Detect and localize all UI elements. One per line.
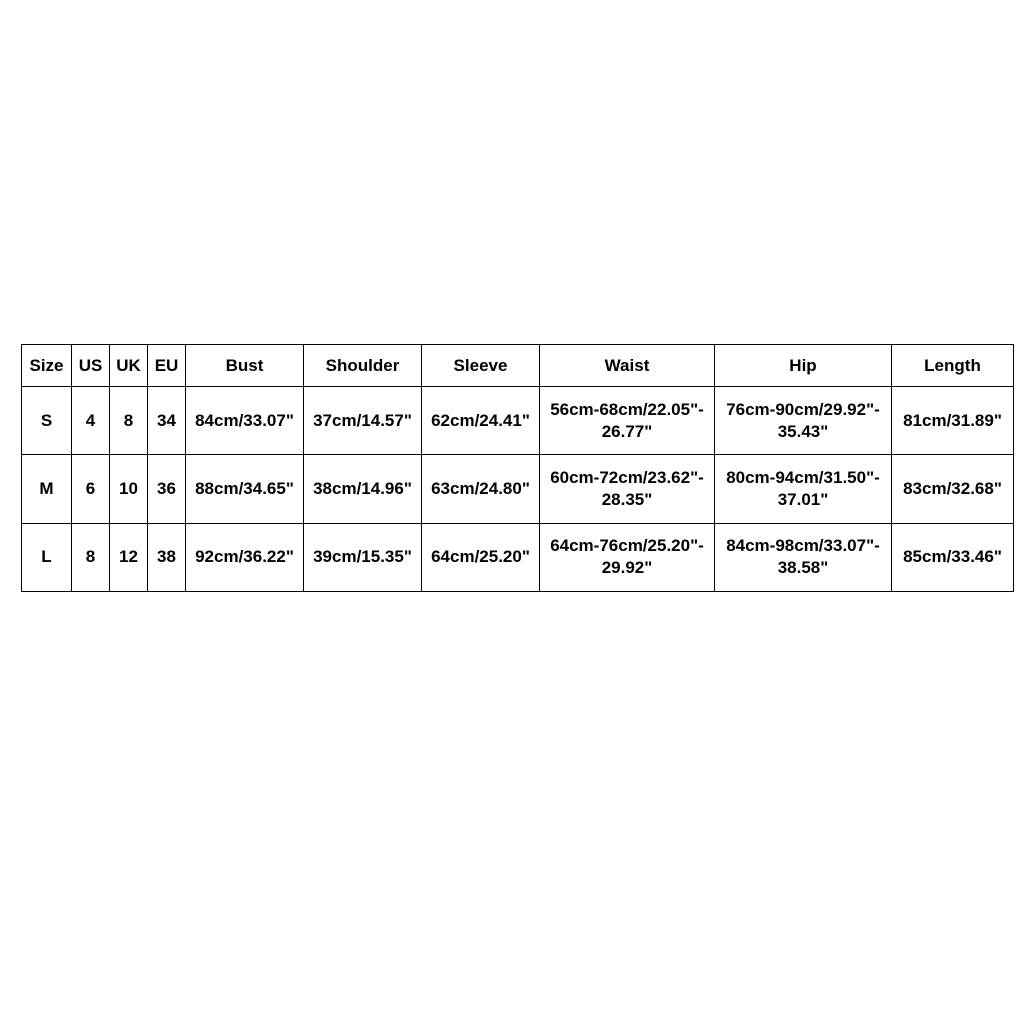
header-us: US: [72, 345, 110, 387]
cell-waist-line-1: 56cm-68cm/22.05"-: [550, 399, 704, 419]
cell-hip: [715, 387, 892, 455]
cell-hip-line-1: 80cm-94cm/31.50"-: [726, 467, 880, 487]
header-waist: Waist: [540, 345, 715, 387]
cell-bust: 88cm/34.65": [186, 455, 304, 523]
cell-shoulder: 37cm/14.57": [304, 387, 422, 455]
cell-uk: 12: [110, 523, 148, 591]
cell-size: M: [22, 455, 72, 523]
cell-hip: [715, 455, 892, 523]
cell-waist-line-1: 64cm-76cm/25.20"-: [550, 536, 704, 556]
cell-waist: [540, 455, 715, 523]
header-sleeve: Sleeve: [422, 345, 540, 387]
cell-eu: 34: [148, 387, 186, 455]
cell-waist: [540, 387, 715, 455]
header-bust: Bust: [186, 345, 304, 387]
cell-eu: 38: [148, 523, 186, 591]
cell-sleeve: 62cm/24.41": [422, 387, 540, 455]
cell-waist-line-2: 26.77": [601, 421, 653, 441]
table-row: [22, 455, 1014, 523]
table-row: [22, 523, 1014, 591]
header-shoulder: Shoulder: [304, 345, 422, 387]
cell-eu: 36: [148, 455, 186, 523]
header-hip: Hip: [715, 345, 892, 387]
cell-bust: 92cm/36.22": [186, 523, 304, 591]
cell-length: 85cm/33.46": [892, 523, 1014, 591]
cell-size: L: [22, 523, 72, 591]
cell-uk: 8: [110, 387, 148, 455]
header-uk: UK: [110, 345, 148, 387]
cell-hip-line-2: 37.01": [777, 489, 829, 509]
cell-hip-line-1: 76cm-90cm/29.92"-: [726, 399, 880, 419]
size-chart-table: [21, 344, 1014, 592]
cell-hip-line-2: 38.58": [777, 558, 829, 578]
cell-sleeve: 63cm/24.80": [422, 455, 540, 523]
cell-sleeve: 64cm/25.20": [422, 523, 540, 591]
table-row: [22, 387, 1014, 455]
cell-us: 8: [72, 523, 110, 591]
cell-hip: [715, 523, 892, 591]
header-size: Size: [22, 345, 72, 387]
cell-us: 4: [72, 387, 110, 455]
cell-bust: 84cm/33.07": [186, 387, 304, 455]
cell-length: 83cm/32.68": [892, 455, 1014, 523]
cell-hip-line-1: 84cm-98cm/33.07"-: [726, 536, 880, 556]
header-row: [22, 345, 1014, 387]
cell-waist: [540, 523, 715, 591]
header-eu: EU: [148, 345, 186, 387]
cell-size: S: [22, 387, 72, 455]
cell-waist-line-2: 29.92": [601, 558, 653, 578]
cell-length: 81cm/31.89": [892, 387, 1014, 455]
cell-hip-line-2: 35.43": [777, 421, 829, 441]
cell-waist-line-2: 28.35": [601, 489, 653, 509]
cell-shoulder: 38cm/14.96": [304, 455, 422, 523]
cell-us: 6: [72, 455, 110, 523]
cell-waist-line-1: 60cm-72cm/23.62"-: [550, 467, 704, 487]
header-length: Length: [892, 345, 1014, 387]
cell-shoulder: 39cm/15.35": [304, 523, 422, 591]
cell-uk: 10: [110, 455, 148, 523]
